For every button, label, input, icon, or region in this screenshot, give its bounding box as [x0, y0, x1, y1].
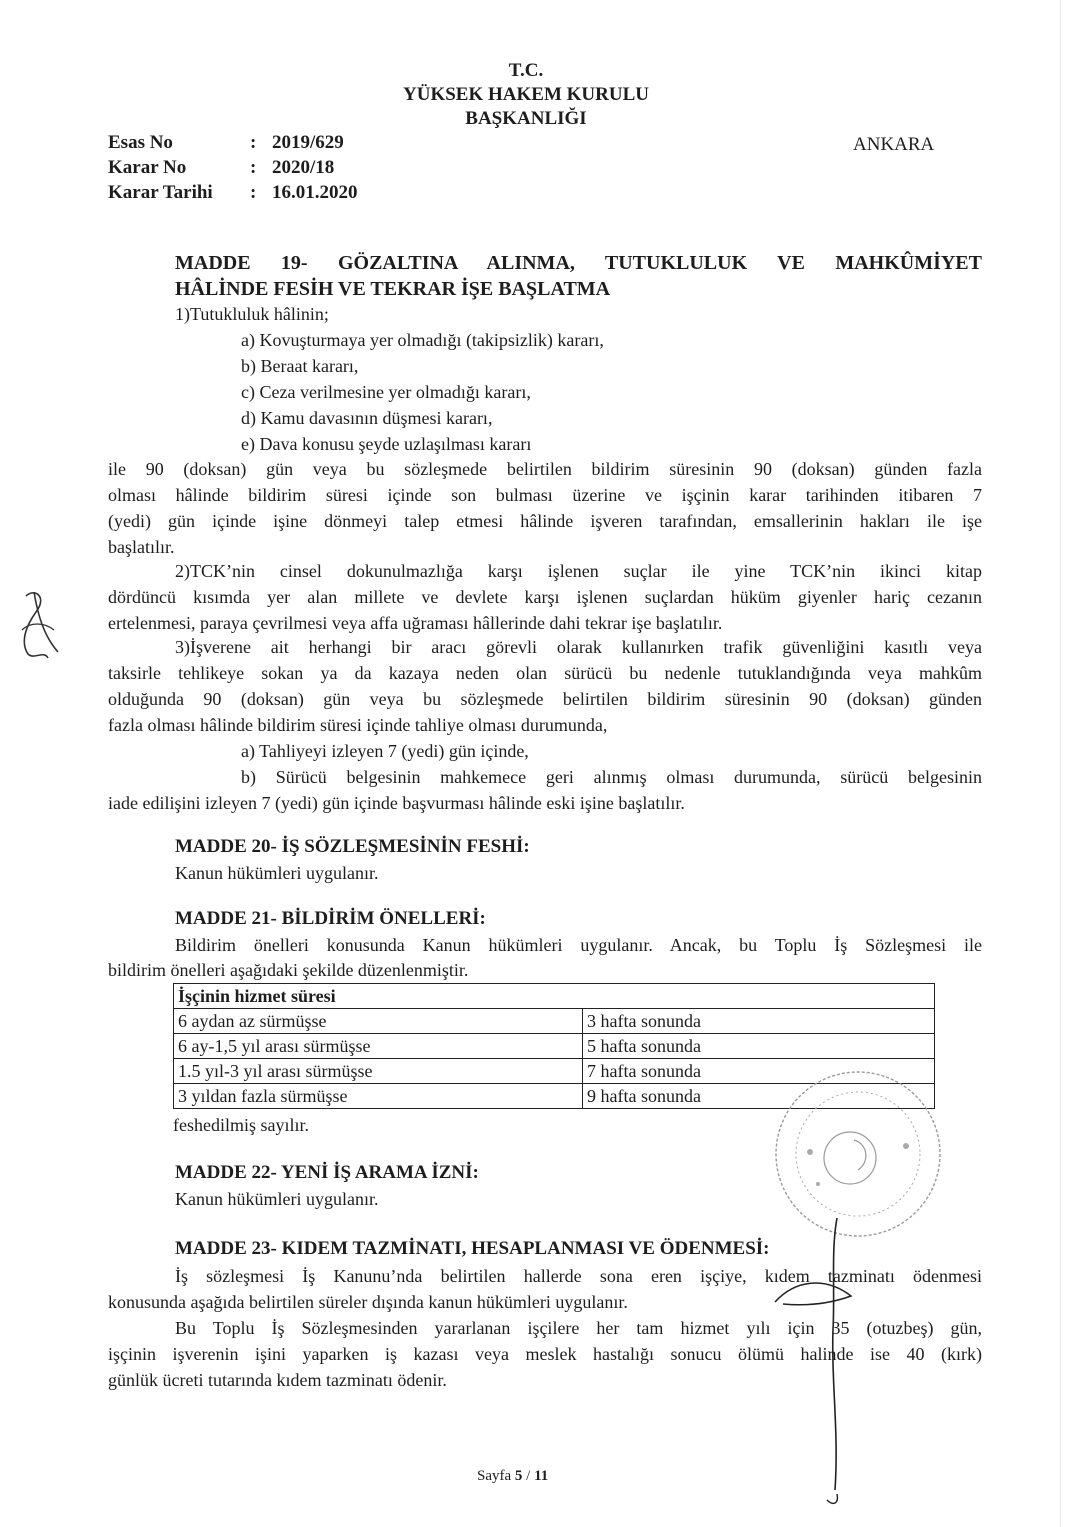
- m21-body-line1: Bildirim önelleri konusunda Kanun hükümleri uygulanır. Ancak, bu Toplu İş Sözleşmesi ile: [175, 935, 982, 955]
- page-number: [477, 1468, 548, 1485]
- m23-p1-line: konusunda aşağıda belirtilen süreler dışında kanun hükümleri uygulanır.: [108, 1292, 628, 1312]
- m19-p1-line: ile 90 (doksan) gün veya bu sözleşmede belirtilen bildirim süresinin 90 (doksan) günden fazla: [108, 459, 982, 479]
- notice-cell: 5 hafta sonunda: [583, 1034, 935, 1059]
- header-city: ANKARA: [853, 134, 935, 155]
- m19-p1-line: olması hâlinde bildirim süresi içinde son bulması üzerine ve işçinin karar tarihinden itibaren 7: [108, 485, 982, 505]
- period-cell: 6 ay-1,5 yıl arası sürmüşse: [174, 1034, 583, 1059]
- m19-item-a: a) Kovuşturmaya yer olmadığı (takipsizlik) kararı,: [241, 330, 604, 350]
- period-cell: 1.5 yıl-3 yıl arası sürmüşse: [174, 1059, 583, 1084]
- m19-title-line1: MADDE 19- GÖZALTINA ALINMA, TUTUKLULUK VE MAHKÛMİYET: [175, 252, 982, 274]
- m19-p3-line: olduğunda 90 (doksan) gün veya bu sözleşmede belirtilen bildirim süresinin 90 (doksan) günden: [108, 689, 982, 709]
- m23-p1-line: İş sözleşmesi İş Kanunu’nda belirtilen hallerde sona eren işçiye, kıdem tazminatı ödenmesi: [175, 1266, 982, 1286]
- table-header-row: [174, 984, 935, 1009]
- m22-title: MADDE 22- YENİ İŞ ARAMA İZNİ:: [175, 1162, 479, 1183]
- m19-p2-line: ertelenmesi, paraya çevrilmesi veya affa uğraması hâllerinde dahi tekrar işe başlatılır.: [108, 613, 723, 633]
- table-row: [174, 1034, 935, 1059]
- header-tc: T.C.: [508, 60, 544, 81]
- notice-cell: 9 hafta sonunda: [583, 1084, 935, 1109]
- m19-item-b: b) Beraat kararı,: [241, 356, 359, 376]
- case-meta: [108, 130, 358, 205]
- header-presidency: BAŞKANLIĞI: [465, 108, 587, 129]
- m19-p3-item-a: a) Tahliyeyi izleyen 7 (yedi) gün içinde,: [241, 741, 529, 761]
- table-row: [174, 1009, 935, 1034]
- m23-p2-line: işçinin işverenin işini yaparken iş kazası veya meslek hastalığı sonucu ölümü halinde ise 40 (kırk): [108, 1344, 982, 1364]
- m19-p1-line: (yedi) gün içinde işine dönmeyi talep etmesi hâlinde işveren tarafından, emsallerinin hakları ile işe: [108, 511, 982, 531]
- meta-value: 2019/629: [272, 132, 344, 153]
- notice-cell: 3 hafta sonunda: [583, 1009, 935, 1034]
- m19-p3-line: taksirle tehlikeye sokan ya da kazaya neden olan sürücü bu nedenle tutuklandığında veya mahkûm: [108, 663, 982, 683]
- page-sep: /: [522, 1468, 535, 1484]
- m19-item-c: c) Ceza verilmesine yer olmadığı kararı,: [241, 382, 531, 402]
- signature: [765, 1210, 885, 1510]
- m21-body-line2: bildirim önelleri aşağıdaki şekilde düzenlenmiştir.: [108, 960, 469, 980]
- meta-colon: :: [250, 182, 257, 203]
- table-header: İşçinin hizmet süresi: [174, 984, 935, 1009]
- header-institution: YÜKSEK HAKEM KURULU: [403, 84, 649, 105]
- scan-edge: [1060, 0, 1061, 1527]
- m19-p1-intro: 1)Tutukluluk hâlinin;: [175, 304, 329, 324]
- meta-karar-tarihi: [108, 180, 358, 205]
- notice-cell: 7 hafta sonunda: [583, 1059, 935, 1084]
- m19-p3-line: fazla olması hâlinde bildirim süresi içinde tahliye olması durumunda,: [108, 715, 608, 735]
- meta-colon: :: [250, 157, 257, 178]
- m19-item-e: e) Dava konusu şeyde uzlaşılması kararı: [241, 434, 532, 454]
- meta-karar: [108, 155, 358, 180]
- m23-p2-line: Bu Toplu İş Sözleşmesinden yararlanan işçilere her tam hizmet yılı için 35 (otuzbeş) gün,: [175, 1318, 982, 1338]
- period-cell: 6 aydan az sürmüşse: [174, 1009, 583, 1034]
- period-cell: 3 yıldan fazla sürmüşse: [174, 1084, 583, 1109]
- page-current: 5: [514, 1468, 523, 1484]
- m19-p2-line: 2)TCK’nin cinsel dokunulmazlığa karşı işlenen suçlar ile yine TCK’nin ikinci kitap: [175, 561, 982, 581]
- meta-value: 2020/18: [272, 157, 335, 178]
- page-prefix: Sayfa: [477, 1468, 515, 1484]
- m22-body: Kanun hükümleri uygulanır.: [175, 1189, 379, 1209]
- meta-label: Karar Tarihi: [108, 182, 213, 203]
- m19-p2-line: dördüncü kısımda yer alan millete ve devlete karşı işlenen suçlardan hüküm giyenler hariç cezanın: [108, 587, 982, 607]
- meta-label: Karar No: [108, 157, 187, 178]
- meta-esas: [108, 130, 358, 155]
- m19-p1-line: başlatılır.: [108, 537, 175, 557]
- m20-body: Kanun hükümleri uygulanır.: [175, 863, 379, 883]
- handwritten-initial: [14, 586, 64, 666]
- m19-p3-item-b: b) Sürücü belgesinin mahkemece geri alınmış olması durumunda, sürücü belgesinin: [241, 767, 982, 787]
- m21-after-table: feshedilmiş sayılır.: [173, 1115, 309, 1135]
- m19-p3-item-b-cont: iade edilişini izleyen 7 (yedi) gün içinde başvurması hâlinde eski işine başlatılır.: [108, 793, 685, 813]
- m23-title: MADDE 23- KIDEM TAZMİNATI, HESAPLANMASI VE ÖDENMESİ:: [175, 1238, 770, 1259]
- m21-title: MADDE 21- BİLDİRİM ÖNELLERİ:: [175, 908, 486, 929]
- m23-p2-line: günlük ücreti tutarında kıdem tazminatı ödenir.: [108, 1370, 447, 1390]
- m19-title-line2: HÂLİNDE FESİH VE TEKRAR İŞE BAŞLATMA: [175, 278, 611, 300]
- meta-label: Esas No: [108, 132, 173, 153]
- meta-colon: :: [250, 132, 257, 153]
- meta-value: 16.01.2020: [272, 182, 358, 203]
- m19-p3-line: 3)İşverene ait herhangi bir aracı görevli olarak kullanırken trafik güvenliğini kasıtlı veya: [175, 637, 982, 657]
- m20-title: MADDE 20- İŞ SÖZLEŞMESİNİN FESHİ:: [175, 836, 530, 857]
- page-total: 11: [534, 1468, 549, 1484]
- m19-item-d: d) Kamu davasının düşmesi kararı,: [241, 408, 493, 428]
